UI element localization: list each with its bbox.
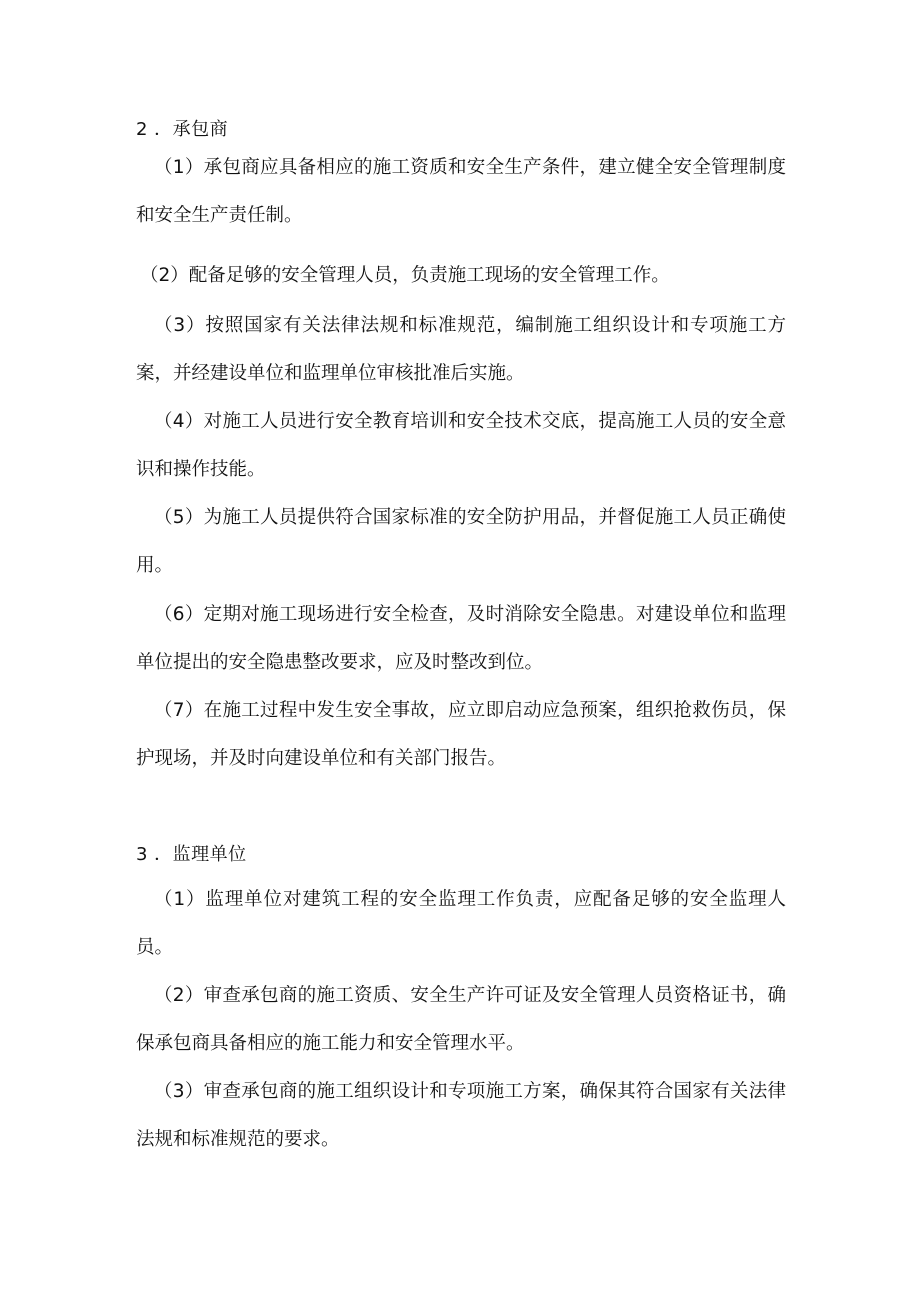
paragraph: （6）定期对施工现场进行安全检查，及时消除安全隐患。对建设单位和监理单位提出的安全隐患整改要求，应及时整改到位。	[136, 604, 786, 673]
paragraph: （3）审查承包商的施工组织设计和专项施工方案，确保其符合国家有关法律法规和标准规范的要求。	[136, 1081, 786, 1150]
section-heading-supervision: 3 ．监理单位	[136, 844, 247, 865]
paragraph: （3）按照国家有关法律法规和标准规范，编制施工组织设计和专项施工方案，并经建设单位和监理单位审核批准后实施。	[136, 315, 786, 384]
paragraph: （2）配备足够的安全管理人员，负责施工现场的安全管理工作。	[140, 265, 670, 286]
paragraph: （1）承包商应具备相应的施工资质和安全生产条件，建立健全安全管理制度和安全生产责任制。	[136, 157, 786, 226]
paragraph: （2）审查承包商的施工资质、安全生产许可证及安全管理人员资格证书，确保承包商具备相应的施工能力和安全管理水平。	[136, 985, 786, 1054]
paragraph: （1）监理单位对建筑工程的安全监理工作负责，应配备足够的安全监理人员。	[136, 889, 786, 958]
paragraph: （4）对施工人员进行安全教育培训和安全技术交底，提高施工人员的安全意识和操作技能。	[136, 411, 786, 480]
section-heading-contractor: 2 ．承包商	[136, 119, 229, 140]
paragraph: （5）为施工人员提供符合国家标准的安全防护用品，并督促施工人员正确使用。	[136, 507, 786, 576]
paragraph: （7）在施工过程中发生安全事故，应立即启动应急预案，组织抢救伤员，保护现场，并及时向建设单位和有关部门报告。	[136, 700, 786, 769]
